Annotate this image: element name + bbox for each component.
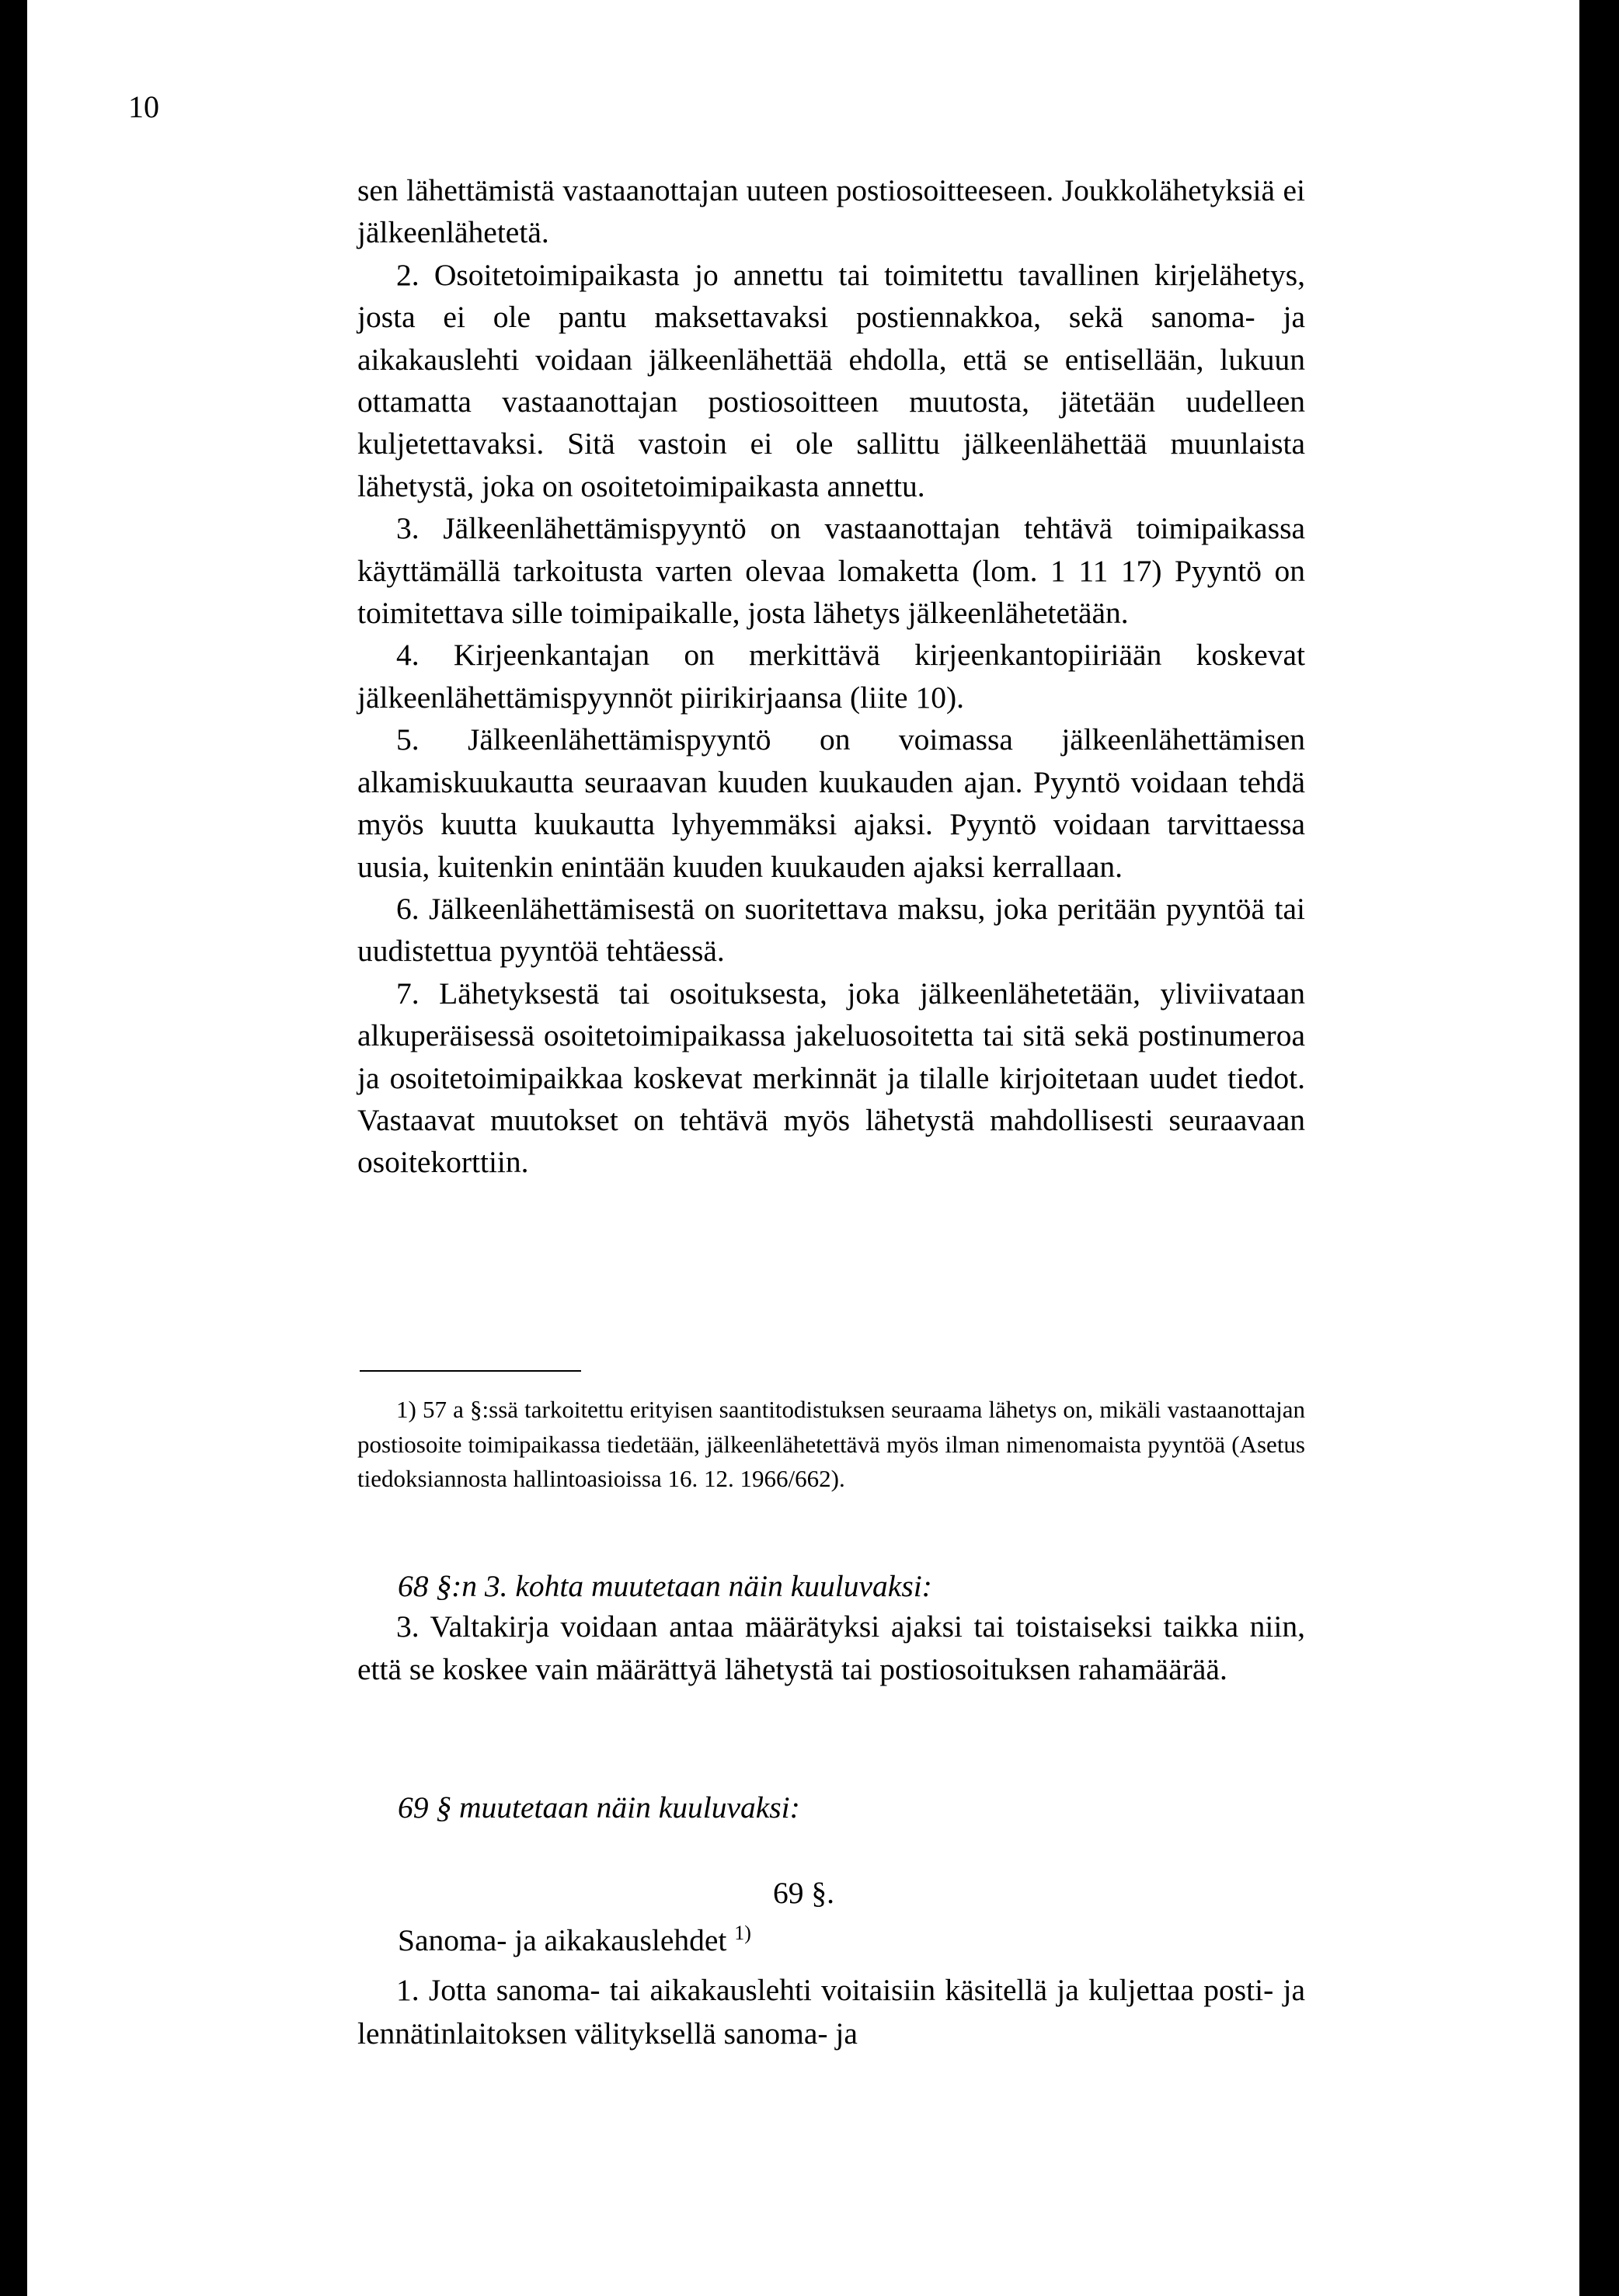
section-69-title-text: Sanoma- ja aikakauslehdet — [398, 1923, 727, 1957]
paragraph-2: 2. Osoitetoimipaikasta jo annettu tai toimitettu tavallinen kirjelähetys, josta ei ole pantu maksettavaksi postiennakkoa, sekä sanoma- ja aikakauslehti voidaan jälkeenlähettää ehdolla, että se entisellään, lukuun ottamatta vastaanottajan postiosoitteen muutosta, jätetään uudelleen kuljetettavaksi. Sitä vastoin ei ole sallittu jälkeenlähettää muunlaista lähetystä, joka on osoitetoimipaikasta annettu. — [357, 257, 1305, 503]
paragraph-continued: sen lähettämistä vastaanottajan uuteen postiosoitteeseen. Joukkolähetyksiä ei jälkeenlähetetä. — [357, 173, 1305, 250]
section-69-number: 69 §. — [773, 1876, 834, 1910]
footnote-text: 1) 57 a §:ssä tarkoitettu erityisen saantitodistuksen seuraama lähetys on, mikäli vastaanottajan postiosoite toimipaikassa tiedetään, jälkeenlähetettävä myös ilman nimenomaista pyyntöä (Asetus tiedoksiannosta hallintoasioissa 16. 12. 1966/662). — [357, 1396, 1305, 1492]
footnote-divider — [360, 1370, 581, 1372]
section-69-title — [398, 1912, 751, 1961]
section-69-heading: 69 § muutetaan näin kuuluvaksi: — [398, 1790, 800, 1825]
scan-edge-bar — [1579, 27, 1593, 2296]
section-68-body — [357, 1605, 1305, 1691]
section-69-text: 1. Jotta sanoma- tai aikakauslehti voitaisiin käsitellä ja kuljettaa posti- ja lennätinlaitoksen välityksellä sanoma- ja — [357, 1973, 1305, 2051]
footnote — [357, 1393, 1305, 1497]
section-68-heading: 68 §:n 3. kohta muutetaan näin kuuluvaksi: — [398, 1569, 932, 1603]
paragraph-5: 5. Jälkeenlähettämispyyntö on voimassa jälkeenlähettämisen alkamiskuukautta seuraavan kuuden kuukauden ajan. Pyyntö voidaan tehdä myös kuutta kuukautta lyhyemmäksi ajaksi. Pyyntö voidaan tarvittaessa uusia, kuitenkin enintään kuuden kuukauden ajaksi kerrallaan. — [357, 722, 1305, 884]
section-69-title-footnote-ref: 1) — [734, 1922, 751, 1944]
paragraph-7: 7. Lähetyksestä tai osoituksesta, joka jälkeenlähetetään, yliviivataan alkuperäisessä osoitetoimipaikassa jakeluosoitetta tai sitä sekä postinumeroa ja osoitetoimipaikkaa koskevat merkinnät ja tilalle kirjoitetaan uudet tiedot. Vastaavat muutokset on tehtävä myös lähetystä mahdollisesti seuraavaan osoitekorttiin. — [357, 976, 1305, 1180]
paragraph-4: 4. Kirjeenkantajan on merkittävä kirjeenkantopiiriään koskevat jälkeenlähettämispyynnöt piirikirjaansa (liite 10). — [357, 638, 1305, 715]
paragraph-3: 3. Jälkeenlähettämispyyntö on vastaanottajan tehtävä toimipaikassa käyttämällä tarkoitusta varten olevaa lomaketta (lom. 1 11 17) Pyyntö on toimitettava sille toimipaikalle, josta lähetys jälkeenlähetetään. — [357, 511, 1305, 631]
section-69-body — [357, 1968, 1305, 2055]
main-body-text — [357, 169, 1305, 1184]
section-68-text: 3. Valtakirja voidaan antaa määrätyksi ajaksi tai toistaiseksi taikka niin, että se koskee vain määrättyä lähetystä tai postiosoituksen rahamäärää. — [357, 1609, 1305, 1686]
paragraph-6: 6. Jälkeenlähettämisestä on suoritettava maksu, joka peritään pyyntöä tai uudistettua pyyntöä tehtäessä. — [357, 891, 1305, 969]
page-number: 10 — [128, 89, 159, 124]
